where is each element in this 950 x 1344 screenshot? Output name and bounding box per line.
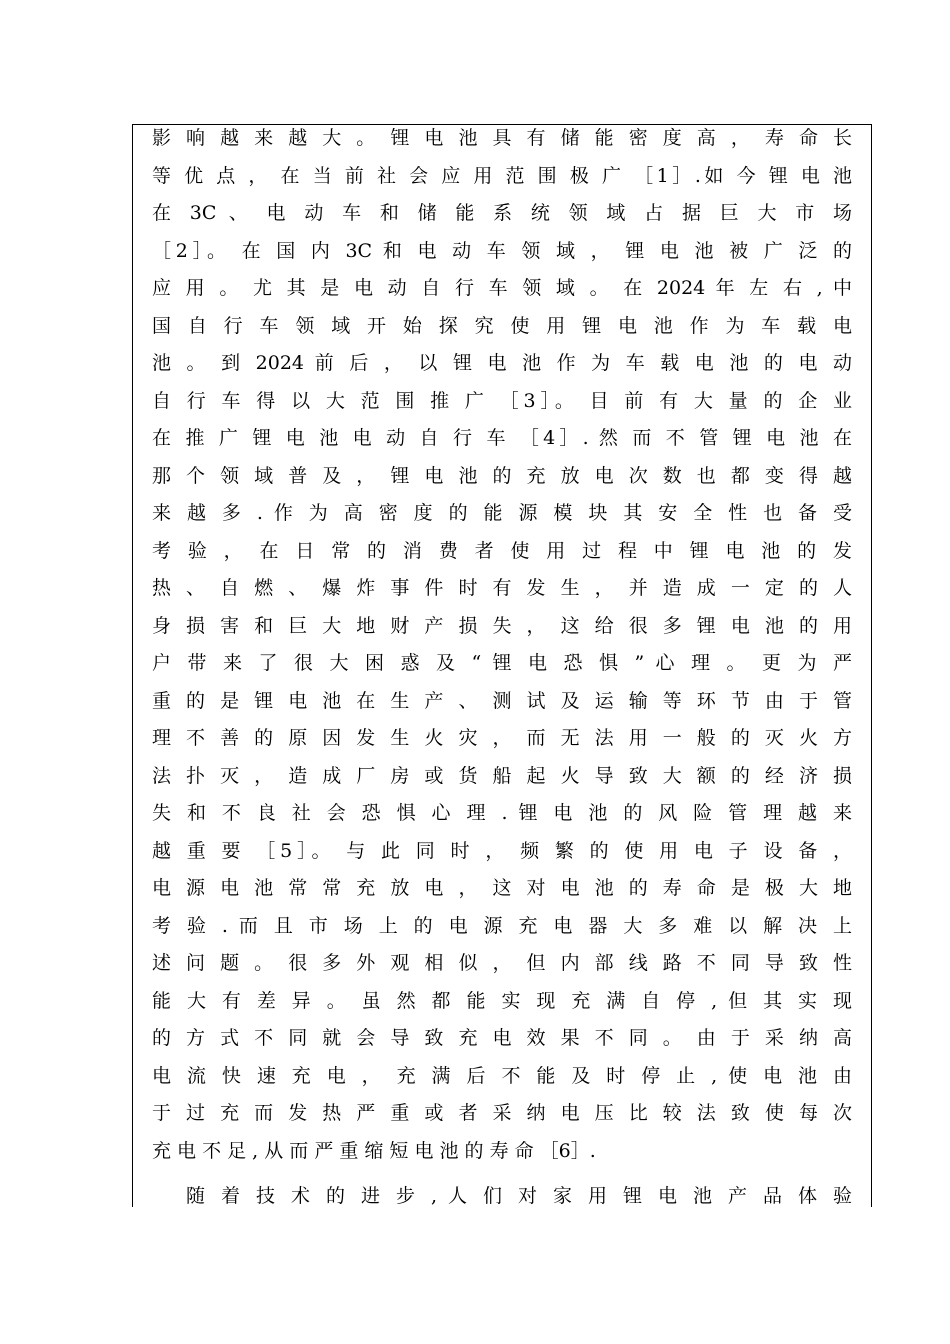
- text-line: 等 优 点 ， 在 当 前 社 会 应 用 范 围 极 广 ［1］.如 今 锂 电 池: [152, 164, 852, 187]
- text-line: 重 的 是 锂 电 池 在 生 产 、 测 试 及 运 输 等 环 节 由 于 管: [152, 689, 852, 712]
- text-line: 的 方 式 不 同 就 会 导 致 充 电 效 果 不 同 。 由 于 采 纳 高: [152, 1027, 852, 1049]
- text-line: 应 用 。 尤 其 是 电 动 自 行 车 领 域 。 在 2024 年 左 右 , 中: [152, 277, 852, 299]
- text-line: 在 3C 、 电 动 车 和 储 能 系 统 领 域 占 据 巨 大 市 场: [152, 202, 852, 224]
- text-line: 电 流 快 速 充 电 ， 充 满 后 不 能 及 时 停 止 , 使 电 池 由: [152, 1064, 852, 1087]
- text-line: 述 问 题 。 很 多 外 观 相 似 ， 但 内 部 线 路 不 同 导 致 性: [152, 952, 852, 974]
- text-line: 自 行 车 得 以 大 范 围 推 广 ［3］。 目 前 有 大 量 的 企 业: [152, 389, 852, 412]
- paragraph-2: [152, 1178, 852, 1216]
- text-line: 国 自 行 车 领 域 开 始 探 究 使 用 锂 电 池 作 为 车 载 电: [152, 314, 852, 337]
- text-line: 池 。 到 2024 前 后 ， 以 锂 电 池 作 为 车 载 电 池 的 电 动: [152, 352, 852, 374]
- text-line: 越 重 要 ［5］。 与 此 同 时 ， 频 繁 的 使 用 电 子 设 备 ，: [152, 839, 852, 862]
- text-line: 户 带 来 了 很 大 困 惑 及 “ 锂 电 恐 惧 ” 心 理 。 更 为 严: [152, 652, 852, 674]
- text-line: 失 和 不 良 社 会 恐 惧 心 理 . 锂 电 池 的 风 险 管 理 越 来: [152, 802, 852, 824]
- text-line: 法 扑 灭 ， 造 成 厂 房 或 货 船 起 火 导 致 大 额 的 经 济 损: [152, 764, 852, 787]
- paragraph-1: [152, 120, 852, 1170]
- text-line: 热 、 自 燃 、 爆 炸 事 件 时 有 发 生 ， 并 造 成 一 定 的 人: [152, 577, 852, 599]
- text-line: 于 过 充 而 发 热 严 重 或 者 采 纳 电 压 比 较 法 致 使 每 次: [152, 1102, 852, 1124]
- text-line: 随 着 技 术 的 进 步 , 人 们 对 家 用 锂 电 池 产 品 体 验: [186, 1185, 852, 1207]
- text-line: 来 越 多 . 作 为 高 密 度 的 能 源 模 块 其 安 全 性 也 备 受: [152, 502, 852, 524]
- text-line: 在 推 广 锂 电 池 电 动 自 行 车 ［4］. 然 而 不 管 锂 电 池 在: [152, 427, 852, 449]
- text-line: 那 个 领 域 普 及 ， 锂 电 池 的 充 放 电 次 数 也 都 变 得 越: [152, 464, 852, 487]
- text-line: 电 源 电 池 常 常 充 放 电 ， 这 对 电 池 的 寿 命 是 极 大 地: [152, 877, 852, 899]
- text-line: 身 损 害 和 巨 大 地 财 产 损 失 ， 这 给 很 多 锂 电 池 的 用: [152, 614, 852, 637]
- text-line: 理 不 善 的 原 因 发 生 火 灾 ， 而 无 法 用 一 般 的 灭 火 方: [152, 727, 852, 749]
- text-line: 充 电 不 足 , 从 而 严 重 缩 短 电 池 的 寿 命 ［6］.: [152, 1139, 596, 1162]
- text-line: 影 响 越 来 越 大 。 锂 电 池 具 有 储 能 密 度 高 ， 寿 命 长: [152, 127, 852, 149]
- text-line: 考 验 ， 在 日 常 的 消 费 者 使 用 过 程 中 锂 电 池 的 发: [152, 539, 852, 562]
- text-line: 考 验 . 而 且 市 场 上 的 电 源 充 电 器 大 多 难 以 解 决 上: [152, 914, 852, 937]
- text-line: 能 大 有 差 异 。 虽 然 都 能 实 现 充 满 自 停 , 但 其 实 现: [152, 989, 852, 1012]
- text-line: ［2］。 在 国 内 3C 和 电 动 车 领 域 ， 锂 电 池 被 广 泛 的: [152, 239, 852, 262]
